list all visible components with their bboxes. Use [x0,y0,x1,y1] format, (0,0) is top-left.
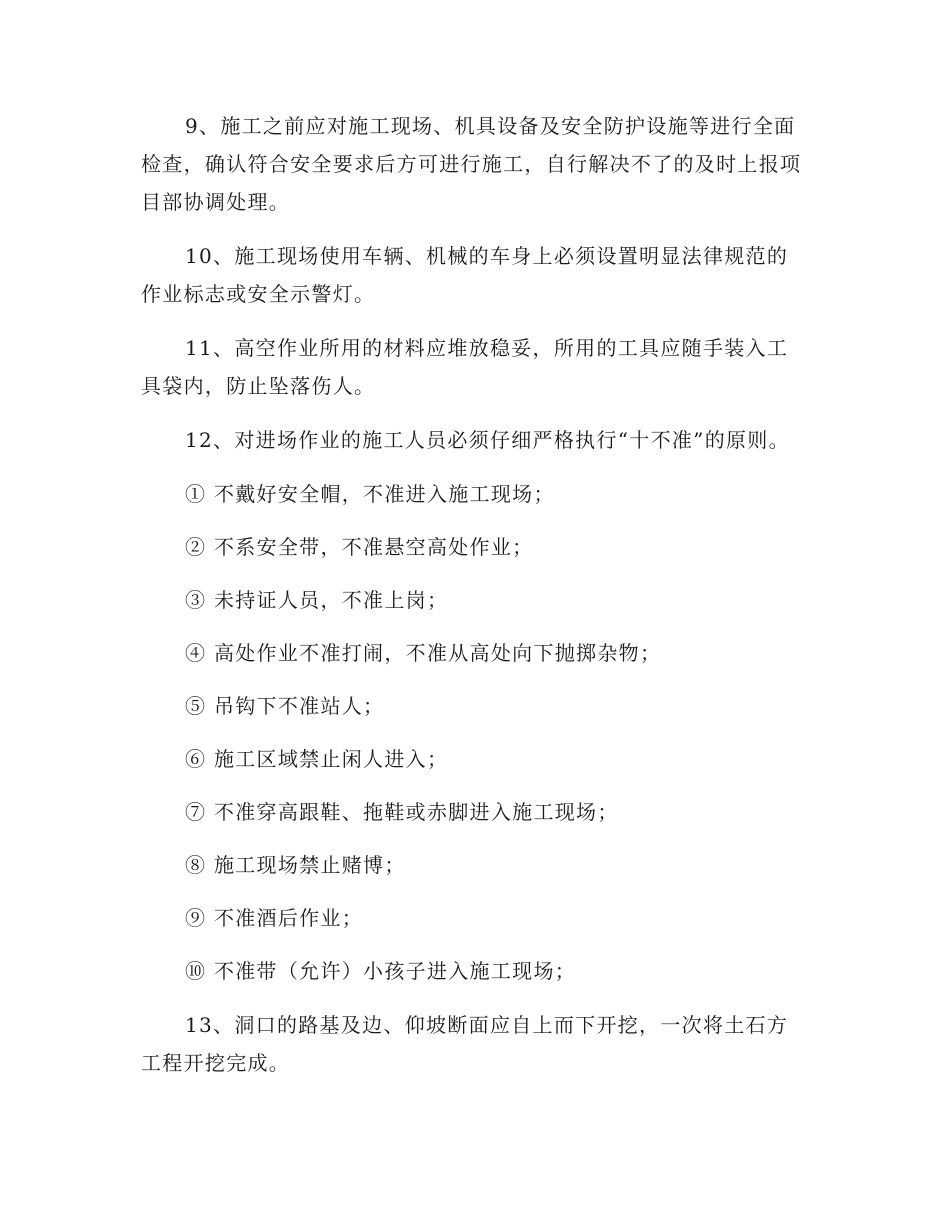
rule-item-4: ④ 高处作业不准打闹，不准从高处向下抛掷杂物； [185,641,662,665]
rule-item-5: ⑤ 吊钩下不准站人； [185,694,385,718]
rule-item-8: ⑧ 施工现场禁止赌博； [185,853,406,877]
rule-item-1: ① 不戴好安全帽，不准进入施工现场； [185,482,555,506]
rule-item-3: ③ 未持证人员，不准上岗； [185,588,449,612]
paragraph-9: 9、施工之前应对施工现场、机具设备及安全防护设施等进行全面检查，确认符合安全要求后方可进行施工，自行解决不了的及时上报项目部协调处理。 [141,114,802,214]
paragraph-12: 12、对进场作业的施工人员必须仔细严格执行“十不准”的原则。 [185,428,790,452]
paragraph-11: 11、高空作业所用的材料应堆放稳妥，所用的工具应随手装入工具袋内，防止坠落伤人。 [141,336,789,398]
rule-item-2: ② 不系安全带，不准悬空高处作业； [185,535,534,559]
ten-rules-list [141,475,809,990]
rule-item-7: ⑦ 不准穿高跟鞋、拖鞋或赤脚进入施工现场； [185,800,619,824]
paragraph-13: 13、洞口的路基及边、仰坡断面应自上而下开挖，一次将土石方工程开挖完成。 [141,1013,789,1075]
paragraph-10: 10、施工现场使用车辆、机械的车身上必须设置明显法律规范的作业标志或安全示警灯。 [141,244,789,306]
rule-item-6: ⑥ 施工区域禁止闲人进入； [185,747,449,771]
document-body [141,107,809,1098]
rule-item-9: ⑨ 不准酒后作业； [185,906,364,930]
rule-item-10: ⑩ 不准带（允许）小孩子进入施工现场； [185,959,577,983]
